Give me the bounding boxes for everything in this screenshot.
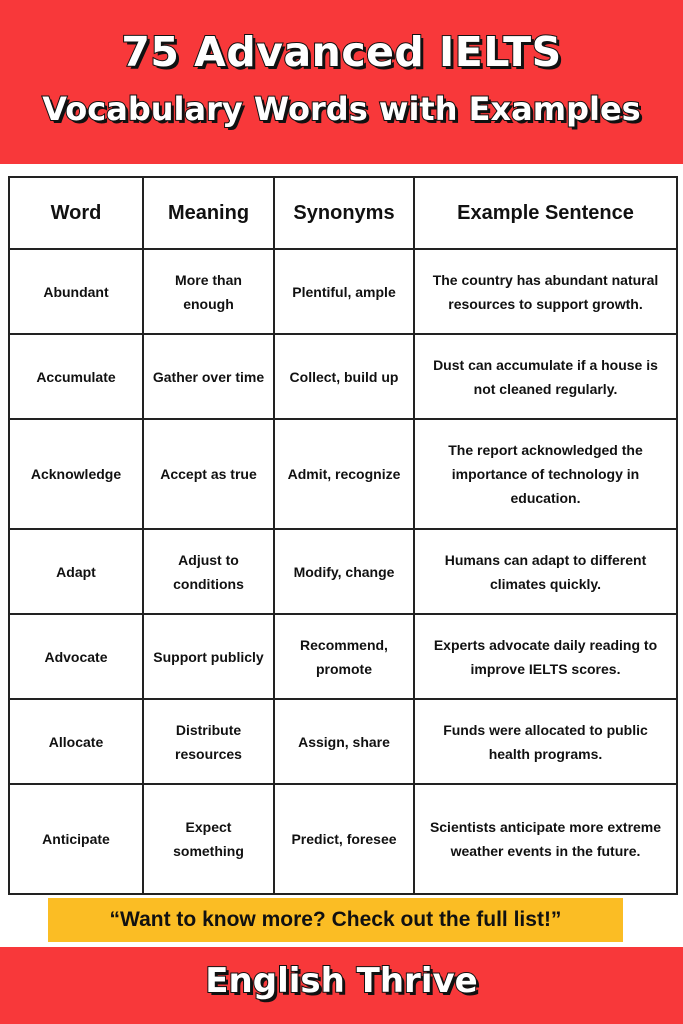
cell-word: Anticipate — [9, 784, 143, 894]
header-example-sentence: Example Sentence — [414, 177, 677, 249]
cell-meaning: Expect something — [143, 784, 274, 894]
cell-word: Acknowledge — [9, 419, 143, 529]
header-banner — [0, 0, 683, 164]
cell-example: Dust can accumulate if a house is not cleaned regularly. — [414, 334, 677, 419]
table-row — [9, 529, 677, 614]
cell-example: Experts advocate daily reading to improve IELTS scores. — [414, 614, 677, 699]
table-header-row — [9, 177, 677, 249]
page-subtitle: Vocabulary Words with Examples — [42, 90, 641, 128]
call-to-action-banner[interactable]: “Want to know more? Check out the full list!” — [48, 898, 623, 942]
cell-example: The report acknowledged the importance of technology in education. — [414, 419, 677, 529]
brand-name: English Thrive — [205, 961, 478, 1001]
cell-word: Advocate — [9, 614, 143, 699]
vocabulary-table — [8, 176, 678, 895]
cell-meaning: Gather over time — [143, 334, 274, 419]
cell-synonyms: Modify, change — [274, 529, 414, 614]
header-meaning: Meaning — [143, 177, 274, 249]
table-row — [9, 699, 677, 784]
cell-meaning: More than enough — [143, 249, 274, 334]
cell-example: Humans can adapt to different climates quickly. — [414, 529, 677, 614]
cell-example: Scientists anticipate more extreme weather events in the future. — [414, 784, 677, 894]
cell-synonyms: Assign, share — [274, 699, 414, 784]
cell-synonyms: Recommend, promote — [274, 614, 414, 699]
cell-meaning: Support publicly — [143, 614, 274, 699]
table-row — [9, 249, 677, 334]
page-title: 75 Advanced IELTS — [121, 28, 562, 76]
table-row — [9, 334, 677, 419]
cell-word: Abundant — [9, 249, 143, 334]
cell-synonyms: Admit, recognize — [274, 419, 414, 529]
cell-synonyms: Predict, foresee — [274, 784, 414, 894]
footer-banner — [0, 947, 683, 1024]
header-word: Word — [9, 177, 143, 249]
cell-example: Funds were allocated to public health programs. — [414, 699, 677, 784]
table-row — [9, 419, 677, 529]
cell-word: Allocate — [9, 699, 143, 784]
cell-example: The country has abundant natural resources to support growth. — [414, 249, 677, 334]
cell-meaning: Distribute resources — [143, 699, 274, 784]
cell-meaning: Adjust to conditions — [143, 529, 274, 614]
table-row — [9, 784, 677, 894]
cell-synonyms: Plentiful, ample — [274, 249, 414, 334]
cell-word: Accumulate — [9, 334, 143, 419]
cell-word: Adapt — [9, 529, 143, 614]
table-row — [9, 614, 677, 699]
cell-meaning: Accept as true — [143, 419, 274, 529]
header-synonyms: Synonyms — [274, 177, 414, 249]
cell-synonyms: Collect, build up — [274, 334, 414, 419]
